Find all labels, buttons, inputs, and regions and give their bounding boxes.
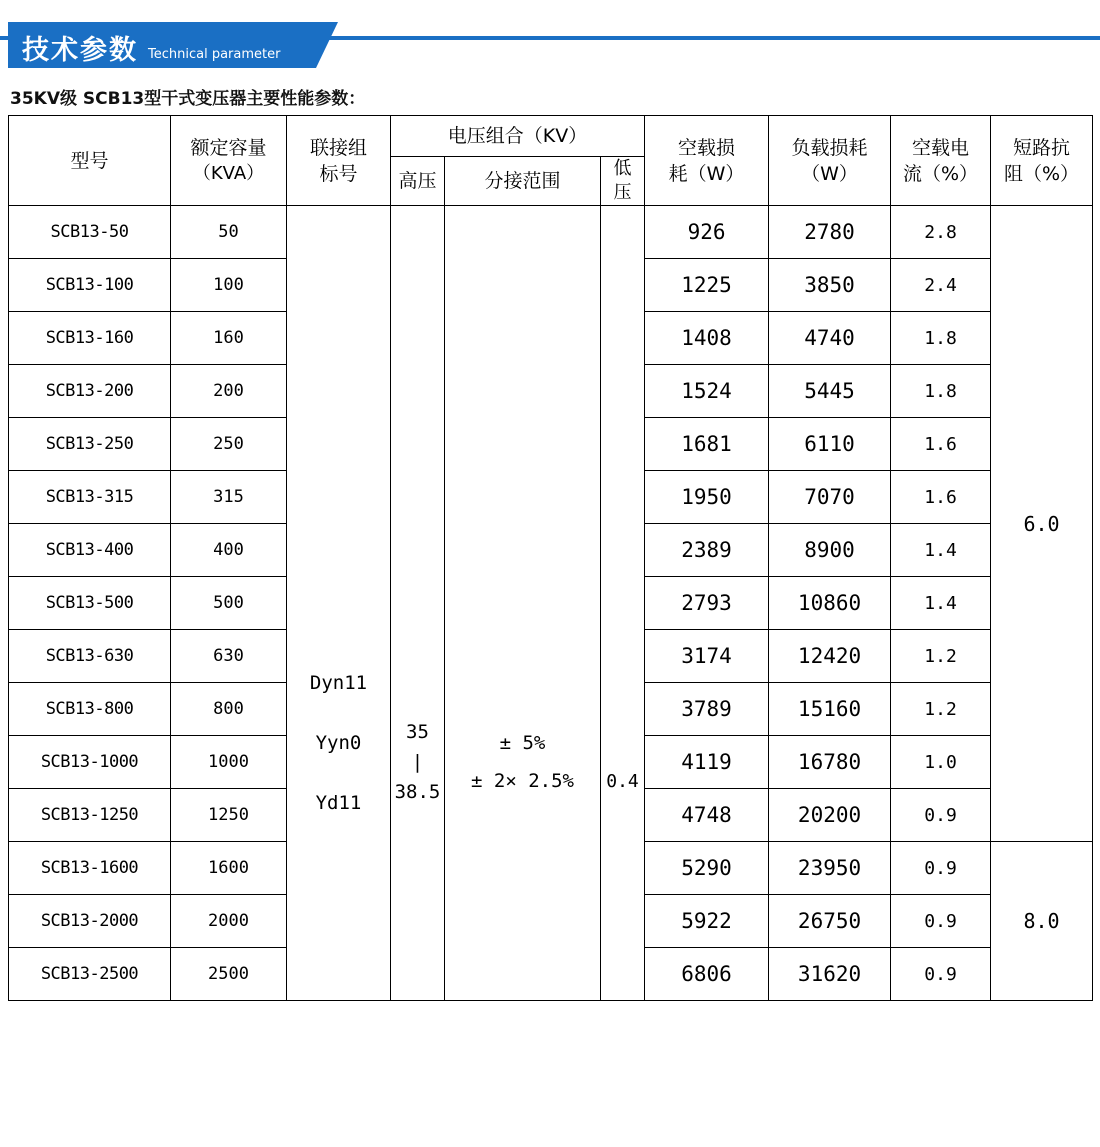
cell-noload-loss: 926 xyxy=(645,206,769,259)
cell-load-loss: 16780 xyxy=(769,736,891,789)
cell-model: SCB13-800 xyxy=(9,683,171,736)
cell-lv-merged xyxy=(601,206,645,1001)
cell-noload-loss: 1950 xyxy=(645,471,769,524)
cell-noload-current: 0.9 xyxy=(891,789,991,842)
table-header-row-1 xyxy=(9,116,1093,157)
header-tap-range: 分接范围 xyxy=(445,157,601,206)
header-impedance xyxy=(991,116,1093,206)
header-voltage-group: 电压组合（KV） xyxy=(391,116,645,157)
header-impedance-line1: 短路抗 xyxy=(1013,136,1071,159)
cell-noload-loss: 2389 xyxy=(645,524,769,577)
hv-line2: | xyxy=(411,751,424,773)
cell-model: SCB13-400 xyxy=(9,524,171,577)
header-noload-current-line2: 流（%） xyxy=(903,162,979,185)
header-rated-capacity-line2: （KVA） xyxy=(192,162,265,184)
cell-load-loss: 10860 xyxy=(769,577,891,630)
header-model: 型号 xyxy=(9,116,171,206)
cell-load-loss: 15160 xyxy=(769,683,891,736)
header-load-loss-line1: 负载损耗 xyxy=(791,136,868,159)
header-rated-capacity xyxy=(171,116,287,206)
connection-label-1: Yyn0 xyxy=(315,732,362,754)
cell-model: SCB13-2000 xyxy=(9,895,171,948)
cell-capacity: 100 xyxy=(171,259,287,312)
header-connection-line2: 标号 xyxy=(319,162,358,185)
cell-capacity: 800 xyxy=(171,683,287,736)
cell-noload-current: 1.4 xyxy=(891,577,991,630)
cell-noload-loss: 6806 xyxy=(645,948,769,1001)
cell-noload-loss: 1524 xyxy=(645,365,769,418)
cell-load-loss: 26750 xyxy=(769,895,891,948)
cell-capacity: 250 xyxy=(171,418,287,471)
cell-noload-current: 1.6 xyxy=(891,418,991,471)
cell-capacity: 160 xyxy=(171,312,287,365)
table-caption: 35KV级 SCB13型干式变压器主要性能参数： xyxy=(10,89,366,109)
header-connection xyxy=(287,116,391,206)
cell-capacity: 630 xyxy=(171,630,287,683)
cell-connection-merged xyxy=(287,206,391,1001)
cell-load-loss: 3850 xyxy=(769,259,891,312)
header-hv: 高压 xyxy=(391,157,445,206)
cell-noload-loss: 3789 xyxy=(645,683,769,736)
cell-noload-current: 0.9 xyxy=(891,895,991,948)
cell-load-loss: 5445 xyxy=(769,365,891,418)
cell-tap-range-merged xyxy=(445,206,601,1001)
header-lv-line1: 低 xyxy=(613,158,632,179)
cell-model: SCB13-315 xyxy=(9,471,171,524)
header-noload-loss-line2: 耗（W） xyxy=(668,162,745,185)
header-lv-line2: 压 xyxy=(613,182,632,203)
header-noload-loss xyxy=(645,116,769,206)
cell-impedance-top: 6.0 xyxy=(991,206,1093,842)
cell-noload-loss: 3174 xyxy=(645,630,769,683)
connection-label-0: Dyn11 xyxy=(309,672,368,694)
cell-capacity: 500 xyxy=(171,577,287,630)
cell-noload-loss: 5290 xyxy=(645,842,769,895)
cell-impedance-bottom: 8.0 xyxy=(991,842,1093,1001)
cell-model: SCB13-1600 xyxy=(9,842,171,895)
cell-model: SCB13-100 xyxy=(9,259,171,312)
header-rated-capacity-line1: 额定容量 xyxy=(190,136,267,159)
cell-load-loss: 23950 xyxy=(769,842,891,895)
cell-model: SCB13-160 xyxy=(9,312,171,365)
cell-load-loss: 8900 xyxy=(769,524,891,577)
cell-capacity: 2000 xyxy=(171,895,287,948)
cell-model: SCB13-200 xyxy=(9,365,171,418)
cell-noload-loss: 1681 xyxy=(645,418,769,471)
cell-load-loss: 31620 xyxy=(769,948,891,1001)
cell-load-loss: 2780 xyxy=(769,206,891,259)
cell-capacity: 1250 xyxy=(171,789,287,842)
header-lv xyxy=(601,157,645,206)
cell-capacity: 200 xyxy=(171,365,287,418)
banner-tab xyxy=(8,22,316,68)
tap-line2: ± 2× 2.5% xyxy=(471,770,574,792)
cell-model: SCB13-50 xyxy=(9,206,171,259)
cell-hv-merged xyxy=(391,206,445,1001)
table-body xyxy=(9,206,1093,1001)
lv-value: 0.4 xyxy=(606,770,639,792)
cell-noload-loss: 2793 xyxy=(645,577,769,630)
header-noload-current xyxy=(891,116,991,206)
cell-model: SCB13-1250 xyxy=(9,789,171,842)
parameters-table xyxy=(8,115,1093,1001)
header-noload-loss-line1: 空载损 xyxy=(678,136,736,159)
header-connection-line1: 联接组 xyxy=(309,136,367,159)
cell-noload-current: 1.4 xyxy=(891,524,991,577)
cell-noload-current: 1.6 xyxy=(891,471,991,524)
cell-model: SCB13-250 xyxy=(9,418,171,471)
header-noload-current-line1: 空载电 xyxy=(912,136,970,159)
cell-noload-current: 1.2 xyxy=(891,683,991,736)
cell-capacity: 315 xyxy=(171,471,287,524)
cell-noload-current: 1.8 xyxy=(891,365,991,418)
parameters-table-wrap xyxy=(0,115,1100,1001)
cell-model: SCB13-500 xyxy=(9,577,171,630)
cell-load-loss: 7070 xyxy=(769,471,891,524)
section-banner xyxy=(0,0,1100,78)
tap-line1: ± 5% xyxy=(499,732,546,754)
cell-capacity: 50 xyxy=(171,206,287,259)
cell-noload-loss: 5922 xyxy=(645,895,769,948)
cell-noload-loss: 4119 xyxy=(645,736,769,789)
banner-title-cn: 技术参数 xyxy=(22,35,138,66)
connection-label-2: Yd11 xyxy=(315,792,362,814)
cell-noload-current: 1.8 xyxy=(891,312,991,365)
cell-load-loss: 12420 xyxy=(769,630,891,683)
cell-model: SCB13-630 xyxy=(9,630,171,683)
cell-noload-loss: 4748 xyxy=(645,789,769,842)
cell-model: SCB13-1000 xyxy=(9,736,171,789)
cell-noload-loss: 1225 xyxy=(645,259,769,312)
cell-model: SCB13-2500 xyxy=(9,948,171,1001)
cell-noload-current: 1.2 xyxy=(891,630,991,683)
cell-capacity: 400 xyxy=(171,524,287,577)
cell-noload-current: 1.0 xyxy=(891,736,991,789)
cell-load-loss: 6110 xyxy=(769,418,891,471)
cell-load-loss: 20200 xyxy=(769,789,891,842)
cell-noload-current: 2.4 xyxy=(891,259,991,312)
header-load-loss xyxy=(769,116,891,206)
banner-title-en: Technical parameter xyxy=(148,47,281,62)
cell-load-loss: 4740 xyxy=(769,312,891,365)
hv-line1: 35 xyxy=(406,721,429,743)
cell-capacity: 2500 xyxy=(171,948,287,1001)
cell-noload-current: 0.9 xyxy=(891,842,991,895)
hv-line3: 38.5 xyxy=(394,781,441,803)
cell-noload-loss: 1408 xyxy=(645,312,769,365)
cell-noload-current: 0.9 xyxy=(891,948,991,1001)
table-row xyxy=(9,206,1093,259)
cell-capacity: 1000 xyxy=(171,736,287,789)
header-load-loss-line2: （W） xyxy=(801,162,858,185)
header-impedance-line2: 阻（%） xyxy=(1004,162,1080,185)
cell-capacity: 1600 xyxy=(171,842,287,895)
cell-noload-current: 2.8 xyxy=(891,206,991,259)
